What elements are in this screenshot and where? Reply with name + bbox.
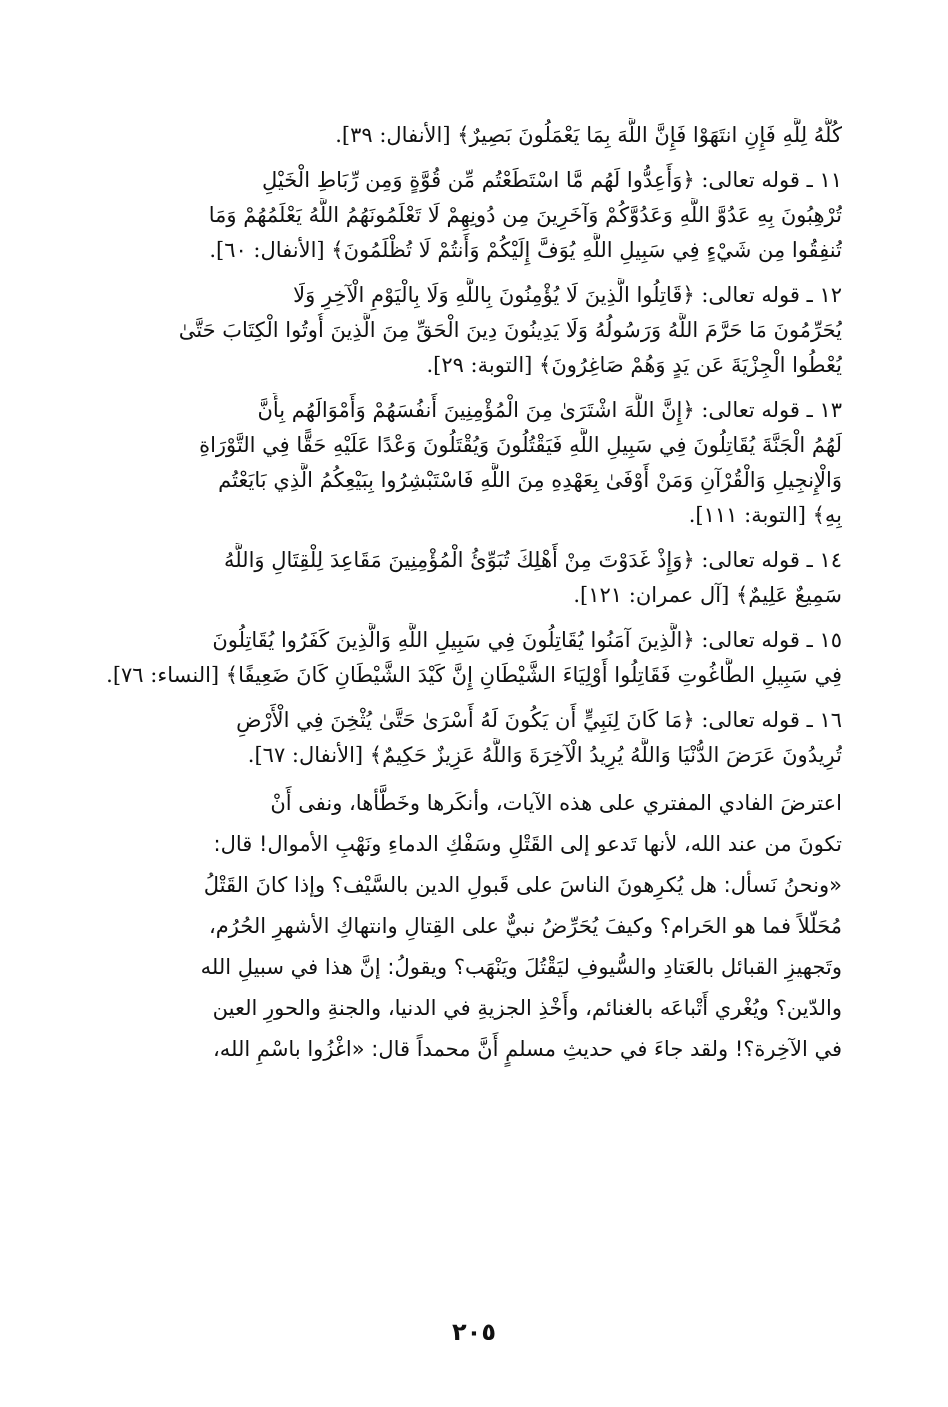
text-line: لَهُمُ الْجَنَّةَ يُقَاتِلُونَ فِي سَبِيلِ اللَّهِ فَيَقْتُلُونَ وَيُقْتَلُونَ وَعْدًا عَلَيْهِ حَقًّا فِي التَّوْرَاةِ: [199, 433, 842, 457]
verse-block-15: [100, 623, 842, 693]
verse-block-continuation: [100, 118, 842, 153]
text-line: يُعْطُوا الْجِزْيَةَ عَن يَدٍ وَهُمْ صَاغِرُونَ﴾ [التوبة: ٢٩].: [426, 353, 842, 377]
page-number: ٢٠٥: [452, 1318, 496, 1346]
verse-block-12: [100, 278, 842, 383]
verse-block-16: [100, 703, 842, 773]
page-body: [100, 118, 842, 1070]
text-line: ١٦ ـ قوله تعالى: ﴿مَا كَانَ لِنَبِيٍّ أَن يَكُونَ لَهُ أَسْرَىٰ حَتَّىٰ يُثْخِنَ فِي الْأَرْضِ: [236, 708, 842, 732]
text-line: «ونحنُ نَسأل: هل يُكرِهونَ الناسَ على قَبولِ الدين بالسَّيْف؟ وإذا كانَ القَتْلُ: [203, 873, 842, 897]
text-line: ١٥ ـ قوله تعالى: ﴿الَّذِينَ آمَنُوا يُقَاتِلُونَ فِي سَبِيلِ اللَّهِ وَالَّذِينَ كَفَرُوا يُقَاتِلُونَ: [212, 628, 842, 652]
text-line: يُحَرِّمُونَ مَا حَرَّمَ اللَّهُ وَرَسُولُهُ وَلَا يَدِينُونَ دِينَ الْحَقِّ مِنَ الَّذِينَ أُوتُوا الْكِتَابَ حَتَّىٰ: [178, 318, 842, 342]
text-line: تكونَ من عند الله، لأنها تَدعو إلى القَتْلِ وسَفْكِ الدماءِ ونَهْبِ الأموال! قال:: [213, 832, 842, 856]
text-line: ١٣ ـ قوله تعالى: ﴿إِنَّ اللَّهَ اشْتَرَىٰ مِنَ الْمُؤْمِنِينَ أَنفُسَهُمْ وَأَمْوَالَهُم بِأَنَّ: [257, 398, 842, 422]
verse-block-14: [100, 543, 842, 613]
text-line: بِهِ﴾ [التوبة: ١١١].: [688, 503, 842, 527]
text-line: سَمِيعٌ عَلِيمٌ﴾ [آل عمران: ١٢١].: [573, 583, 842, 607]
text-line: وتَجهيزِ القبائل بالعَتادِ والسُّيوفِ ليَقْتُلَ ويَنْهَب؟ ويقولُ: إنَّ هذا في سبيلِ الله: [200, 955, 842, 979]
text-line: ١٤ ـ قوله تعالى: ﴿وَإِذْ غَدَوْتَ مِنْ أَهْلِكَ تُبَوِّئُ الْمُؤْمِنِينَ مَقَاعِدَ لِلْقِتَالِ وَاللَّهُ: [223, 548, 842, 572]
verse-block-13: [100, 393, 842, 533]
text-line: والدّين؟ ويُغْري أَتْباعَه بالغنائم، وأَخْذِ الجزيةِ في الدنيا، والجنةِ والحورِ العين: [212, 996, 842, 1020]
text-line: تُرِيدُونَ عَرَضَ الدُّنْيَا وَاللَّهُ يُرِيدُ الْآخِرَةَ وَاللَّهُ عَزِيزٌ حَكِيمٌ﴾ [الأنفال: ٦٧].: [247, 743, 842, 767]
commentary-paragraph: [100, 783, 842, 1070]
text-line: مُحَلّلاً فما هو الحَرام؟ وكيفَ يُحَرِّضُ نبيٌّ على القِتالِ وانتهاكِ الأشهرِ الحُرُم،: [208, 914, 842, 938]
text-line: اعترضَ الفادي المفتري على هذه الآيات، وأنكَرها وخَطَّأها، ونفى أَنْ: [270, 791, 842, 815]
text-line: تُرْهِبُونَ بِهِ عَدُوَّ اللَّهِ وَعَدُوَّكُمْ وَآخَرِينَ مِن دُونِهِمْ لَا تَعْلَمُونَهُمُ اللَّهُ يَعْلَمُهُمْ وَمَا: [208, 203, 842, 227]
text-line: كُلُّهُ لِلَّهِ فَإِنِ انتَهَوْا فَإِنَّ اللَّهَ بِمَا يَعْمَلُونَ بَصِيرٌ﴾ [الأنفال: ٣٩].: [335, 123, 842, 147]
text-line: فِي سَبِيلِ الطَّاغُوتِ فَقَاتِلُوا أَوْلِيَاءَ الشَّيْطَانِ إِنَّ كَيْدَ الشَّيْطَانِ كَانَ ضَعِيفًا﴾ [النساء: ٧٦].: [106, 663, 842, 687]
text-line: ١٢ ـ قوله تعالى: ﴿قَاتِلُوا الَّذِينَ لَا يُؤْمِنُونَ بِاللَّهِ وَلَا بِالْيَوْمِ الْآخِرِ وَلَا: [293, 283, 842, 307]
text-line: ١١ ـ قوله تعالى: ﴿وَأَعِدُّوا لَهُم مَّا اسْتَطَعْتُم مِّن قُوَّةٍ وَمِن رِّبَاطِ الْخَيْلِ: [262, 168, 842, 192]
text-line: وَالْإِنجِيلِ وَالْقُرْآنِ وَمَنْ أَوْفَىٰ بِعَهْدِهِ مِنَ اللَّهِ فَاسْتَبْشِرُوا بِبَيْعِكُمُ الَّذِي بَايَعْتُم: [218, 468, 842, 492]
text-line: تُنفِقُوا مِن شَيْءٍ فِي سَبِيلِ اللَّهِ يُوَفَّ إِلَيْكُمْ وَأَنتُمْ لَا تُظْلَمُونَ﴾ [الأنفال: ٦٠].: [209, 238, 842, 262]
text-line: في الآخِرة؟! ولقد جاءَ في حديثِ مسلمٍ أَنَّ محمداً قال: «اغْزُوا باسْمِ الله،: [212, 1037, 842, 1061]
verse-block-11: [100, 163, 842, 268]
